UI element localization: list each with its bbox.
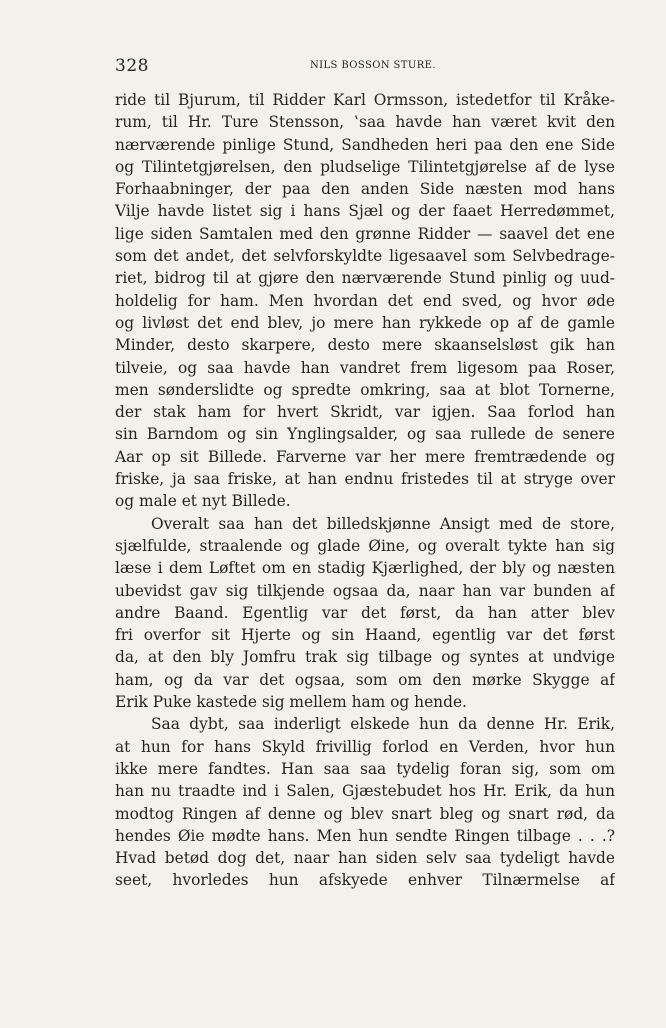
text-line: lige siden Samtalen med den grønne Ridder — saavel det ene (115, 224, 615, 243)
text-line: ride til Bjurum, til Ridder Karl Ormsson, istedetfor til Kråke- (115, 91, 615, 109)
text-line: tilveie, og saa havde han vandret frem ligesom paa Roser, (115, 358, 615, 377)
text-line: friske, ja saa friske, at han endnu fristedes til at stryge over (115, 470, 615, 489)
body-text (115, 89, 615, 892)
text-line: han nu traadte ind i Salen, Gjæstebudet hos Hr. Erik, da hun (115, 782, 615, 801)
page-header (115, 56, 615, 78)
text-line: rum, til Hr. Ture Stensson, ‛saa havde han været kvit den (115, 113, 615, 132)
page-number: 328 (115, 56, 149, 76)
text-line: Aar op sit Billede. Farverne var her mere fremtrædende og (115, 447, 615, 466)
text-line: sjælfulde, straalende og glade Øine, og overalt tykte han sig (115, 536, 615, 555)
text-line: andre Baand. Egentlig var det først, da han atter blev (115, 603, 615, 622)
text-line: der stak ham for hvert Skridt, var igjen. Saa forlod han (115, 403, 615, 422)
text-line: Overalt saa han det billedskjønne Ansigt med de store, (151, 514, 615, 533)
text-line: men sønderslidte og spredte omkring, saa at blot Tornerne, (115, 380, 615, 399)
text-line: ikke mere fandtes. Han saa saa tydelig foran sig, som om (115, 759, 615, 778)
text-line: fri overfor sit Hjerte og sin Haand, egentlig var det først (115, 626, 615, 645)
text-line: og livløst det end blev, jo mere han rykkede op af de gamle (115, 313, 615, 332)
text-line: og male et nyt Billede. (115, 492, 291, 511)
text-line: som det andet, det selvforskyldte ligesaavel som Selvbedrage- (115, 247, 615, 266)
text-line: nærværende pinlige Stund, Sandheden heri paa den ene Side (115, 135, 615, 154)
text-line: sin Barndom og sin Ynglingsalder, og saa rullede de senere (115, 425, 615, 444)
text-line: læse i dem Løftet om en stadig Kjærlighed, der bly og næsten (115, 559, 615, 578)
text-line: modtog Ringen af denne og blev snart bleg og snart rød, da (115, 804, 615, 823)
text-line: Hvad betød dog det, naar han siden selv saa tydeligt havde (115, 849, 615, 868)
text-line: ham, og da var det ogsaa, som om den mørke Skygge af (115, 670, 615, 689)
text-line: og Tilintetgjørelsen, den pludselige Tilintetgjørelse af de lyse (115, 157, 615, 176)
text-line: da, at den bly Jomfru trak sig tilbage og syntes at undvige (115, 648, 615, 667)
text-line: Erik Puke kastede sig mellem ham og hende. (115, 693, 467, 712)
text-line: Minder, desto skarpere, desto mere skaanselsløst gik han (115, 336, 615, 355)
text-line: riet, bidrog til at gjøre den nærværende Stund pinlig og uud- (115, 269, 615, 288)
running-head: NILS BOSSON STURE. (310, 60, 436, 71)
text-line: hendes Øie mødte hans. Men hun sendte Ringen tilbage . . .? (115, 826, 615, 845)
text-line: seet, hvorledes hun afskyede enhver Tilnærmelse af (115, 871, 615, 890)
text-line: holdelig for ham. Men hvordan det end sved, og hvor øde (115, 291, 615, 310)
text-line: Forhaabninger, der paa den anden Side næsten mod hans (115, 180, 615, 199)
text-line: at hun for hans Skyld frivillig forlod en Verden, hvor hun (115, 737, 615, 756)
text-line: Saa dybt, saa inderligt elskede hun da denne Hr. Erik, (151, 715, 615, 734)
text-line: ubevidst gav sig tilkjende ogsaa da, naar han var bunden af (115, 581, 615, 600)
text-line: Vilje havde listet sig i hans Sjæl og der faaet Herredømmet, (115, 202, 615, 221)
